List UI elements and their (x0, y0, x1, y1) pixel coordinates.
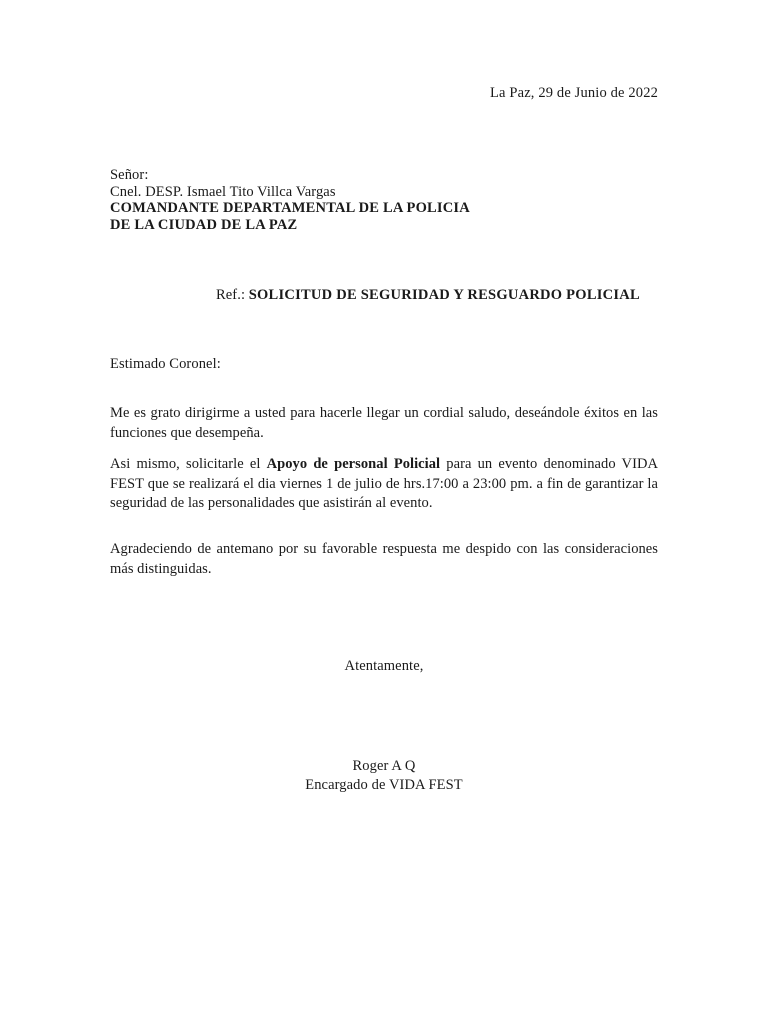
reference-subject: SOLICITUD DE SEGURIDAD Y RESGUARDO POLICIAL (248, 287, 640, 303)
signature-role: Encargado de VIDA FEST (305, 776, 463, 793)
paragraph-2-text-before: Asi mismo, solicitarle el (110, 456, 267, 472)
addressee-name: Cnel. DESP. Ismael Tito Villca Vargas (110, 183, 336, 200)
addressee-block (110, 167, 658, 233)
greeting-line: Estimado Coronel: (110, 356, 221, 372)
signature-block (110, 757, 658, 794)
closing-line: Atentamente, (344, 658, 424, 674)
body-paragraph-3: Agradeciendo de antemano por su favorable respuesta me despido con las consideraciones más distinguidas. (110, 541, 658, 577)
signature-name: Roger A Q (352, 758, 416, 774)
addressee-title-line-2: DE LA CIUDAD DE LA PAZ (110, 216, 298, 233)
body-paragraph-2 (110, 455, 658, 514)
addressee-salutation: Señor: (110, 167, 149, 183)
reference-label: Ref.: (216, 287, 246, 303)
paragraph-2-bold-phrase: Apoyo de personal Policial (266, 456, 441, 472)
date-line: La Paz, 29 de Junio de 2022 (490, 85, 658, 101)
reference-line (216, 286, 640, 304)
body-paragraph-1: Me es grato dirigirme a usted para hacerle llegar un cordial saludo, deseándole éxitos en las funciones que desempeña. (110, 405, 658, 441)
paragraph-2-text-after: para un evento denominado VIDA FEST que se realizará el dia viernes 1 de julio de hrs.17:00 a 23:00 pm. a fin de garantizar la seguridad de las personalidades que asistirán al evento. (110, 456, 658, 511)
addressee-title-line-1: COMANDANTE DEPARTAMENTAL DE LA POLICIA (110, 200, 470, 216)
